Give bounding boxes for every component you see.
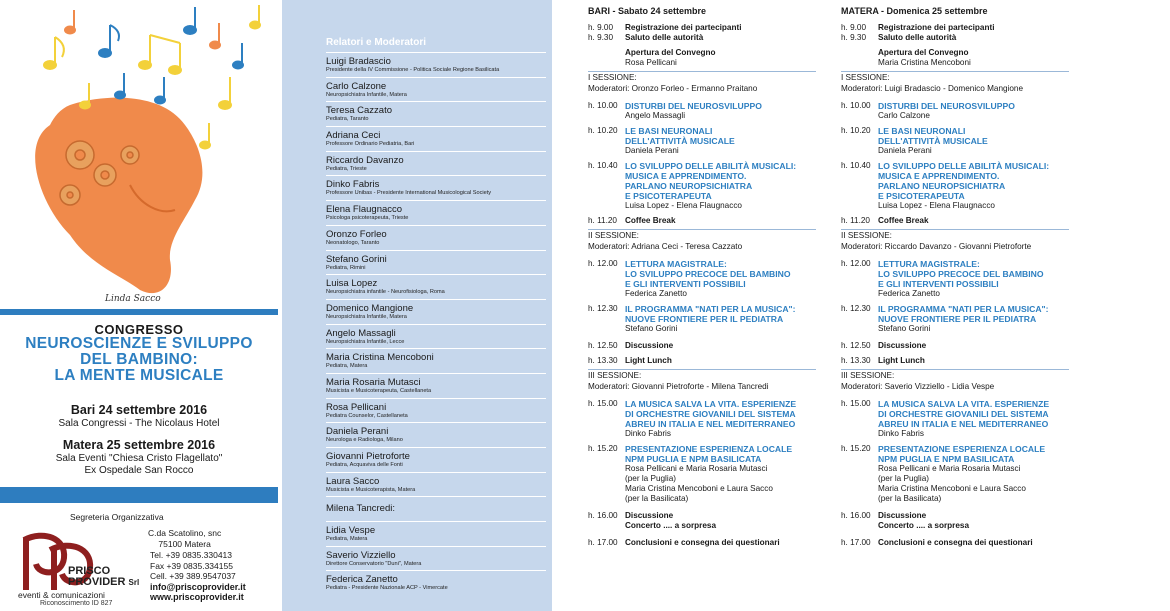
talk-title: DI ORCHESTRE GIOVANILI DEL SISTEMA <box>878 409 1049 419</box>
speaker-entry <box>326 496 546 521</box>
talk-speaker: Daniela Perani <box>625 146 679 155</box>
blue-stripe-bottom <box>0 487 278 503</box>
item-content <box>878 48 1069 68</box>
talk-speaker: Luisa Lopez - Elena Flaugnacco <box>878 201 995 210</box>
time-label: h. 12.50 <box>841 341 871 350</box>
schedule-item <box>841 126 1069 156</box>
spacer <box>841 531 1069 538</box>
item-content <box>878 259 1069 299</box>
talk-title: E PSICOTERAPEUTA <box>878 191 965 201</box>
speaker-role: Professore Ordinario Pediatria, Bari <box>326 141 415 148</box>
talk-title: IL PROGRAMMA "NATI PER LA MUSICA": <box>878 304 1049 314</box>
schedule-item <box>841 259 1069 299</box>
fax-number: Fax +39 0835.334155 <box>150 560 233 571</box>
session-label: I SESSIONE: <box>841 73 890 82</box>
talk-speaker: Stefano Gorini <box>878 324 931 333</box>
speaker-name: Riccardo Davanzo <box>326 154 404 166</box>
speaker-entry <box>326 225 546 250</box>
discussion: Discussione <box>625 341 674 350</box>
item-content <box>625 259 816 299</box>
time-label: h. 16.00 <box>841 511 871 520</box>
talk-speaker: Federica Zanetto <box>878 289 940 298</box>
item-content <box>878 444 1069 504</box>
speaker-entry <box>326 151 546 176</box>
speaker-entry <box>326 348 546 373</box>
talk-title: LO SVILUPPO PRECOCE DEL BAMBINO <box>878 269 1044 279</box>
session-label: II SESSIONE: <box>588 231 639 240</box>
speaker-role: Pediatra, Acquaviva delle Fonti <box>326 462 403 468</box>
day-heading: BARI - Sabato 24 settembre <box>588 6 707 16</box>
talk-speaker: Maria Cristina Mencoboni e Laura Sacco <box>878 484 1026 493</box>
item-content <box>625 23 816 33</box>
speaker-name: Luigi Bradascio <box>326 56 391 67</box>
item-content <box>625 511 816 531</box>
speaker-role: Neonatologo, Taranto <box>326 239 380 246</box>
spacer <box>588 334 816 341</box>
talk-title: LO SVILUPPO PRECOCE DEL BAMBINO <box>625 269 791 279</box>
logo-brand-name: PRISCO PROVIDER Srl <box>68 565 140 588</box>
speaker-name: Angelo Massagli <box>326 327 396 339</box>
spacer <box>588 392 816 399</box>
time-label: h. 15.00 <box>588 399 618 408</box>
time-label: h. 17.00 <box>588 538 618 547</box>
speaker-name: Domenico Mangione <box>326 302 414 314</box>
phone-number: Tel. +39 0835.330413 <box>150 550 233 560</box>
talk-title: PRESENTAZIONE ESPERIENZA LOCALE <box>625 444 793 454</box>
talk-speaker: Angelo Massagli <box>625 111 686 120</box>
talk-speaker: Rosa Pellicani e Maria Rosaria Mutasci <box>625 464 768 473</box>
talk-title: LA MUSICA SALVA LA VITA. ESPERIENZE <box>878 399 1050 409</box>
talk-title: MUSICA E APPRENDIMENTO. <box>878 171 1000 181</box>
session-label: II SESSIONE: <box>841 231 892 240</box>
speakers-panel <box>282 0 552 611</box>
concert: Concerto .... a sorpresa <box>878 521 970 530</box>
schedule-item <box>841 101 1069 121</box>
speaker-role: Presidente della IV Commissione - Politica Sociale Regione Basilicata <box>326 67 500 73</box>
schedule-item <box>841 444 1069 504</box>
session-label: III SESSIONE: <box>841 371 895 380</box>
speaker-role: Direttore Conservatorio "Duni", Matera <box>326 560 422 567</box>
opening-item: Apertura del Convegno <box>625 48 716 57</box>
spacer <box>588 94 816 101</box>
speaker-role: Neuropsichiatra Infantile, Matera <box>326 91 407 98</box>
schedule-item <box>588 101 816 121</box>
speaker-role: Pediatra, Matera <box>326 363 368 370</box>
address-block: C.da Scatolino, snc 75100 Matera <box>148 528 222 549</box>
time-label: h. 17.00 <box>841 538 871 547</box>
time-label: h. 10.20 <box>588 126 618 135</box>
talk-title: NUOVE FRONTIERE PER IL PEDIATRA <box>625 314 784 324</box>
schedule-item <box>841 33 1069 43</box>
session-label: I SESSIONE: <box>588 73 637 82</box>
day-heading: MATERA - Domenica 25 settembre <box>841 6 988 16</box>
schedule-item <box>588 259 816 299</box>
speaker-entry <box>326 398 546 423</box>
time-label: h. 10.00 <box>588 101 618 110</box>
cell-number: Cell. +39 389.9547037 <box>150 571 236 581</box>
talk-title: DELL'ATTIVITÀ MUSICALE <box>878 136 988 146</box>
speakers-list <box>326 52 546 595</box>
schedule-item <box>588 399 816 439</box>
spacer <box>588 531 816 538</box>
time-label <box>841 48 878 68</box>
speaker-name: Adriana Ceci <box>326 130 381 142</box>
speakers-heading: Relatori e Moderatori <box>326 37 427 48</box>
speaker-entry <box>326 422 546 447</box>
talk-speaker: Carlo Calzone <box>878 111 930 120</box>
schedule-item <box>841 23 1069 33</box>
speaker-name: Daniela Perani <box>326 426 389 438</box>
divider <box>588 369 816 370</box>
schedule-item <box>588 216 816 226</box>
schedule-item <box>588 48 816 68</box>
program-matera <box>841 6 1069 548</box>
talk-title: ABREU IN ITALIA E NEL MEDITERRANEO <box>625 419 796 429</box>
time-label: h. 11.20 <box>588 216 617 225</box>
item-content <box>625 216 816 226</box>
logo-tagline: eventi & comunicazioni <box>18 590 105 600</box>
schedule-item <box>588 126 816 156</box>
talk-speaker: Luisa Lopez - Elena Flaugnacco <box>625 201 742 210</box>
item-content <box>878 216 1069 226</box>
time-label: h. 10.20 <box>841 126 871 135</box>
item-content <box>878 399 1069 439</box>
coffee-break: Coffee Break <box>625 216 676 225</box>
item-content <box>625 48 816 68</box>
logo-recognition: Riconoscimento ID 827 <box>40 600 113 607</box>
speaker-name: Stefano Gorini <box>326 253 387 265</box>
talk-speaker: (per la Basilicata) <box>878 494 942 503</box>
matera-venue-block: Matera 25 settembre 2016 Sala Eventi "Chiesa Cristo Flagellato" Ex Ospedale San Rocco <box>55 438 223 476</box>
speaker-role: Pediatra, Rimini <box>326 264 366 271</box>
closing: Conclusioni e consegna dei questionari <box>878 538 1033 547</box>
talk-speaker: Daniela Perani <box>878 146 932 155</box>
item-content <box>878 126 1069 156</box>
schedule-item <box>841 511 1069 531</box>
opening-item: Apertura del Convegno <box>878 48 969 57</box>
speaker-name: Oronzo Forleo <box>326 228 387 240</box>
schedule-item <box>841 356 1069 366</box>
time-label <box>588 48 625 68</box>
talk-title: LA MUSICA SALVA LA VITA. ESPERIENZE <box>625 399 797 409</box>
time-label: h. 12.30 <box>841 304 871 313</box>
item-content <box>625 304 816 334</box>
email-link[interactable]: info@priscoprovider.it <box>150 581 246 592</box>
speaker-entry <box>326 570 546 595</box>
time-label: h. 12.00 <box>588 259 618 268</box>
speaker-role: Pediatra Counselor, Castellaneta <box>326 412 408 419</box>
coffee-break: Coffee Break <box>878 216 929 225</box>
website-link[interactable]: www.priscoprovider.it <box>150 592 244 602</box>
talk-title: DI ORCHESTRE GIOVANILI DEL SISTEMA <box>625 409 796 419</box>
opening-speaker: Rosa Pellicani <box>625 58 677 67</box>
talk-title: LO SVILUPPO DELLE ABILITÀ MUSICALI: <box>625 161 797 171</box>
speaker-entry <box>326 52 546 77</box>
blue-stripe-top <box>0 309 278 315</box>
time-label: h. 12.50 <box>588 341 618 350</box>
speaker-name: Maria Rosaria Mutasci <box>326 376 421 388</box>
schedule-item <box>588 511 816 531</box>
time-label: h. 9.30 <box>841 33 867 42</box>
talk-speaker: (per la Puglia) <box>878 474 929 483</box>
schedule-item <box>841 161 1069 211</box>
contact-block <box>150 550 246 603</box>
talk-title: PRESENTAZIONE ESPERIENZA LOCALE <box>878 444 1046 454</box>
light-lunch: Light Lunch <box>625 356 672 365</box>
light-lunch: Light Lunch <box>878 356 925 365</box>
artist-signature: Linda Sacco <box>105 294 161 304</box>
speaker-name: Teresa Cazzato <box>326 105 393 117</box>
speaker-entry <box>326 101 546 126</box>
spacer <box>588 504 816 511</box>
time-label: h. 12.30 <box>588 304 618 313</box>
speaker-name: Luisa Lopez <box>326 278 378 290</box>
time-label: h. 10.40 <box>841 161 871 170</box>
item-content <box>878 511 1069 531</box>
discussion: Discussione <box>878 511 927 520</box>
time-label: h. 15.20 <box>841 444 871 453</box>
speaker-role: Neuropsichiatra Infantile, Matera <box>326 313 407 320</box>
speaker-entry <box>326 373 546 398</box>
time-label: h. 12.00 <box>841 259 871 268</box>
item-content <box>625 33 816 43</box>
divider <box>841 369 1069 370</box>
item-content <box>625 126 816 156</box>
time-label: h. 13.30 <box>841 356 871 365</box>
schedule-item <box>588 33 816 43</box>
schedule-item <box>588 23 816 33</box>
talk-title: DELL'ATTIVITÀ MUSICALE <box>625 136 735 146</box>
time-label: h. 11.20 <box>841 216 870 225</box>
speaker-role: Neuropsichiatra Infantile, Lecce <box>326 338 405 345</box>
time-label: h. 15.00 <box>841 399 871 408</box>
cover-panel <box>0 0 278 611</box>
talk-speaker: Dinko Fabris <box>625 429 671 438</box>
time-label: h. 9.30 <box>588 33 614 42</box>
talk-speaker: Stefano Gorini <box>625 324 678 333</box>
speaker-role: Pediatra, Trieste <box>326 165 367 172</box>
divider <box>841 71 1069 72</box>
talk-title: PARLANO NEUROPSICHIATRA <box>878 181 1006 191</box>
talk-title: E GLI INTERVENTI POSSIBILI <box>878 279 999 289</box>
greetings-item: Saluto delle autorità <box>878 33 957 42</box>
speaker-entry <box>326 175 546 200</box>
talk-title: DISTURBI DEL NEUROSVILUPPO <box>625 101 762 111</box>
speaker-name: Giovanni Pietroforte <box>326 451 410 462</box>
talk-speaker: Rosa Pellicani e Maria Rosaria Mutasci <box>878 464 1021 473</box>
item-content <box>878 304 1069 334</box>
speaker-name: Lidia Vespe <box>326 525 376 537</box>
opening-speaker: Maria Cristina Mencoboni <box>878 58 971 67</box>
time-label: h. 9.00 <box>588 23 614 32</box>
speaker-name: Dinko Fabris <box>326 179 380 191</box>
speaker-name: Saverio Vizziello <box>326 549 396 561</box>
session-label: III SESSIONE: <box>588 371 642 380</box>
time-label: h. 9.00 <box>841 23 867 32</box>
concert: Concerto .... a sorpresa <box>625 521 717 530</box>
spacer <box>841 504 1069 511</box>
schedule-item <box>841 341 1069 351</box>
item-content <box>878 341 1069 351</box>
discussion: Discussione <box>625 511 674 520</box>
talk-title: MUSICA E APPRENDIMENTO. <box>625 171 747 181</box>
moderators: Moderatori: Giovanni Pietroforte - Milena Tancredi <box>588 382 769 391</box>
time-label: h. 10.40 <box>588 161 618 170</box>
speaker-role: Neuropsichiatra infantile - Neurofisiologa, Roma <box>326 289 445 296</box>
item-content <box>625 101 816 121</box>
speaker-name: Laura Sacco <box>326 475 380 487</box>
time-label: h. 15.20 <box>588 444 618 453</box>
greetings-item: Saluto delle autorità <box>625 33 704 42</box>
speaker-role: Musicista e Musicoterapeuta, Castellaneta <box>326 387 432 394</box>
speaker-entry <box>326 546 546 571</box>
speaker-role: Pediatra - Presidente Nazionale ACP - Vimercate <box>326 585 448 592</box>
talk-speaker: (per la Puglia) <box>625 474 676 483</box>
speaker-name: Elena Flaugnacco <box>326 204 403 216</box>
congress-label: CONGRESSO <box>94 322 184 337</box>
talk-title: ABREU IN ITALIA E NEL MEDITERRANEO <box>878 419 1049 429</box>
moderators: Moderatori: Saverio Vizziello - Lidia Vespe <box>841 382 995 391</box>
item-content <box>625 538 816 548</box>
talk-title: DISTURBI DEL NEUROSVILUPPO <box>878 101 1015 111</box>
item-content <box>878 33 1069 43</box>
divider <box>588 229 816 230</box>
time-label: h. 10.00 <box>841 101 871 110</box>
item-content <box>625 399 816 439</box>
talk-title: NUOVE FRONTIERE PER IL PEDIATRA <box>878 314 1037 324</box>
speaker-role: Neurologa e Radiologa, Milano <box>326 437 403 444</box>
talk-speaker: Dinko Fabris <box>878 429 924 438</box>
speaker-name: Federica Zanetto <box>326 574 398 586</box>
item-content <box>878 538 1069 548</box>
speaker-name: Carlo Calzone <box>326 80 387 92</box>
talk-title: NPM PUGLIA E NPM BASILICATA <box>625 454 762 464</box>
schedule-item <box>588 304 816 334</box>
program-bari <box>588 6 816 548</box>
schedule-item <box>841 538 1069 548</box>
spacer <box>841 392 1069 399</box>
spacer <box>841 252 1069 259</box>
speaker-name: Maria Cristina Mencoboni <box>326 352 434 364</box>
speaker-entry <box>326 447 546 472</box>
speaker-entry <box>326 200 546 225</box>
schedule-item <box>841 48 1069 68</box>
spacer <box>841 334 1069 341</box>
divider <box>841 229 1069 230</box>
speaker-entry <box>326 126 546 151</box>
schedule-item <box>841 304 1069 334</box>
talk-speaker: (per la Basilicata) <box>625 494 689 503</box>
speaker-entry <box>326 274 546 299</box>
divider <box>588 71 816 72</box>
spacer <box>841 94 1069 101</box>
musical-head-illustration <box>10 5 270 305</box>
moderators: Moderatori: Riccardo Davanzo - Giovanni Pietroforte <box>841 242 1032 251</box>
speaker-role: Professore Unibas - Presidente International Musicological Society <box>326 190 492 197</box>
registration-item: Registrazione dei partecipanti <box>625 23 742 32</box>
item-content <box>878 161 1069 211</box>
speaker-name: Milena Tancredi: <box>326 503 396 515</box>
talk-title: LE BASI NEURONALI <box>878 126 966 136</box>
moderators: Moderatori: Adriana Ceci - Teresa Cazzato <box>588 242 743 251</box>
speaker-entry <box>326 250 546 275</box>
moderators: Moderatori: Luigi Bradascio - Domenico Mangione <box>841 84 1024 93</box>
time-label: h. 16.00 <box>588 511 618 520</box>
talk-title: E GLI INTERVENTI POSSIBILI <box>625 279 746 289</box>
schedule-item <box>588 356 816 366</box>
item-content <box>625 341 816 351</box>
schedule-item <box>588 444 816 504</box>
speaker-name: Rosa Pellicani <box>326 401 387 413</box>
speaker-entry <box>326 77 546 102</box>
talk-title: NPM PUGLIA E NPM BASILICATA <box>878 454 1015 464</box>
schedule-item <box>841 399 1069 439</box>
schedule-item <box>588 341 816 351</box>
item-content <box>878 101 1069 121</box>
spacer <box>588 252 816 259</box>
speaker-entry <box>326 472 546 497</box>
speaker-role: Psicologa psicoterapeuta, Trieste <box>326 215 409 222</box>
registration-item: Registrazione dei partecipanti <box>878 23 995 32</box>
talk-speaker: Maria Cristina Mencoboni e Laura Sacco <box>625 484 773 493</box>
talk-title: LO SVILUPPO DELLE ABILITÀ MUSICALI: <box>878 161 1050 171</box>
speaker-entry <box>326 324 546 349</box>
event-title: NEUROSCIENZE E SVILUPPO DEL BAMBINO: LA MENTE MUSICALE <box>25 335 253 384</box>
organizing-secretariat-label: Segreteria Organizzativa <box>70 512 164 522</box>
time-label: h. 13.30 <box>588 356 618 365</box>
schedule-item <box>841 216 1069 226</box>
speaker-role: Pediatra, Taranto <box>326 116 369 123</box>
item-content <box>625 444 816 504</box>
speaker-entry <box>326 299 546 324</box>
moderators: Moderatori: Oronzo Forleo - Ermanno Praitano <box>588 84 758 93</box>
closing: Conclusioni e consegna dei questionari <box>625 538 780 547</box>
speaker-role: Musicista e Musicoterapista, Matera <box>326 486 416 493</box>
talk-title: E PSICOTERAPEUTA <box>625 191 712 201</box>
item-content <box>625 161 816 211</box>
discussion: Discussione <box>878 341 927 350</box>
speaker-role: Pediatra, Matera <box>326 536 368 543</box>
schedule-item <box>588 161 816 211</box>
item-content <box>878 23 1069 33</box>
talk-title: IL PROGRAMMA "NATI PER LA MUSICA": <box>625 304 796 314</box>
item-content <box>625 356 816 366</box>
talk-title: LETTURA MAGISTRALE: <box>625 259 727 269</box>
schedule-item <box>588 538 816 548</box>
talk-title: LETTURA MAGISTRALE: <box>878 259 980 269</box>
speaker-entry <box>326 521 546 546</box>
talk-speaker: Federica Zanetto <box>625 289 687 298</box>
item-content <box>878 356 1069 366</box>
bari-venue-block: Bari 24 settembre 2016 Sala Congressi - The Nicolaus Hotel <box>58 403 220 429</box>
talk-title: LE BASI NEURONALI <box>625 126 713 136</box>
talk-title: PARLANO NEUROPSICHIATRA <box>625 181 753 191</box>
